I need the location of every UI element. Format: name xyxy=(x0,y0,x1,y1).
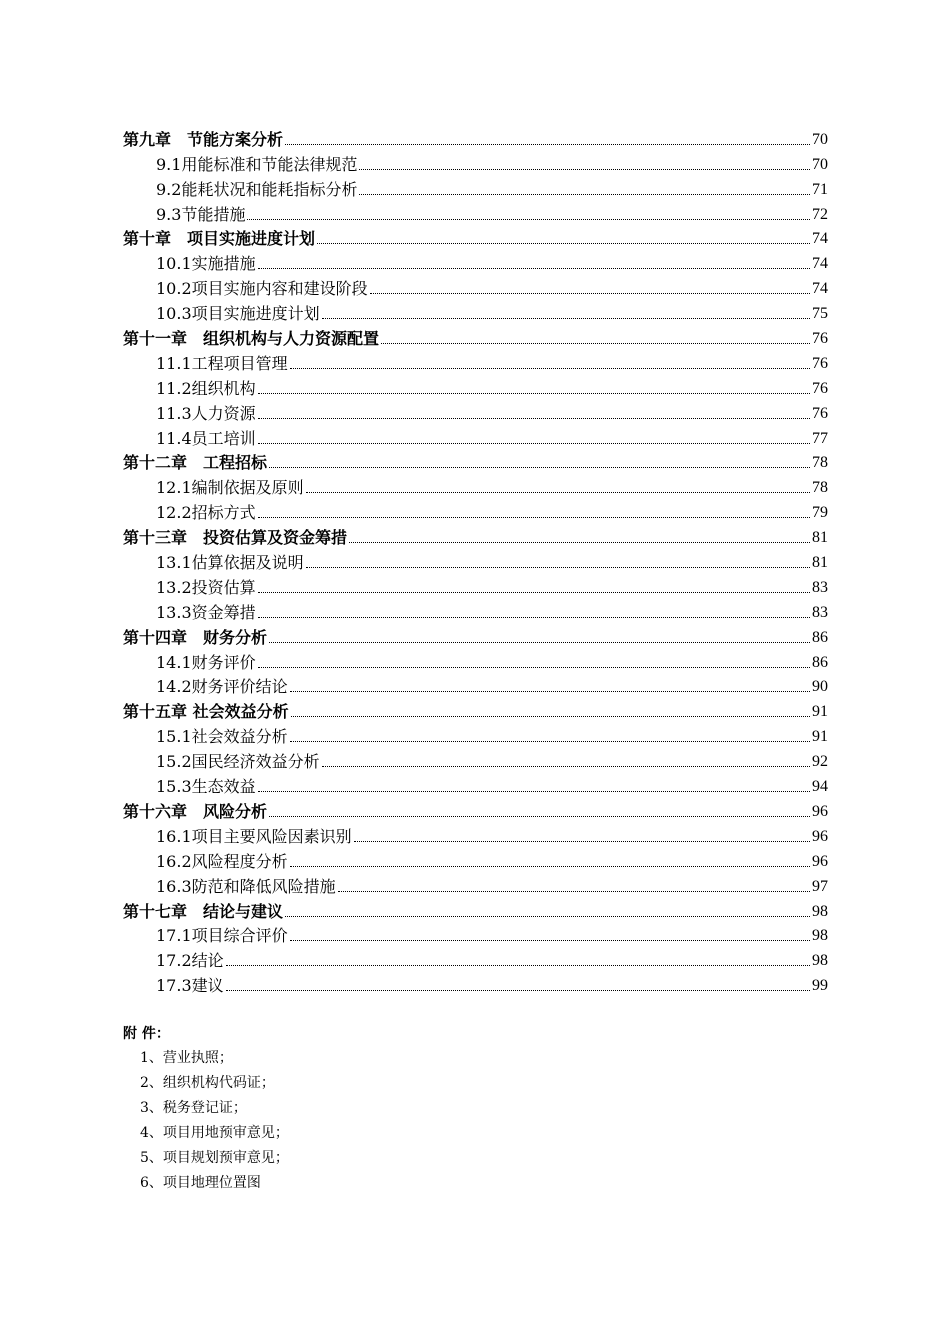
toc-entry-page-number: 86 xyxy=(812,653,828,671)
table-of-contents xyxy=(123,125,828,996)
toc-entry-title: 第十四章 财务分析 xyxy=(123,627,268,647)
dot-leader xyxy=(349,542,810,543)
toc-section-entry[interactable] xyxy=(123,399,828,424)
toc-entry-page-number: 79 xyxy=(812,504,828,522)
toc-entry-title: 9.3节能措施 xyxy=(156,204,246,224)
toc-section-entry[interactable] xyxy=(123,847,828,872)
toc-entry-title: 15.1社会效益分析 xyxy=(156,727,288,747)
toc-entry-title: 13.2投资估算 xyxy=(156,577,256,597)
toc-entry-title: 15.2国民经济效益分析 xyxy=(156,752,320,772)
dot-leader xyxy=(290,368,810,369)
toc-entry-page-number: 83 xyxy=(812,603,828,621)
toc-entry-page-number: 78 xyxy=(812,479,828,497)
dot-leader xyxy=(338,891,810,892)
dot-leader xyxy=(226,990,810,991)
dot-leader xyxy=(291,716,810,717)
toc-section-entry[interactable] xyxy=(123,722,828,747)
dot-leader xyxy=(381,343,810,344)
toc-chapter-entry[interactable] xyxy=(123,125,828,150)
toc-entry-page-number: 98 xyxy=(812,902,828,920)
toc-section-entry[interactable] xyxy=(123,374,828,399)
toc-section-entry[interactable] xyxy=(123,150,828,175)
toc-section-entry[interactable] xyxy=(123,424,828,449)
toc-chapter-entry[interactable] xyxy=(123,623,828,648)
toc-entry-page-number: 81 xyxy=(812,529,828,547)
dot-leader xyxy=(285,916,810,917)
dot-leader xyxy=(269,816,810,817)
dot-leader xyxy=(285,144,810,145)
toc-entry-page-number: 72 xyxy=(812,205,828,223)
toc-chapter-entry[interactable] xyxy=(123,897,828,922)
toc-entry-page-number: 71 xyxy=(812,180,828,198)
dot-leader xyxy=(322,318,810,319)
attachments-heading: 附 件： xyxy=(123,1026,170,1042)
toc-entry-page-number: 77 xyxy=(812,429,828,447)
toc-chapter-entry[interactable] xyxy=(123,324,828,349)
toc-entry-page-number: 74 xyxy=(812,255,828,273)
toc-entry-page-number: 74 xyxy=(812,280,828,298)
toc-chapter-entry[interactable] xyxy=(123,523,828,548)
toc-section-entry[interactable] xyxy=(123,747,828,772)
dot-leader xyxy=(359,194,810,195)
dot-leader xyxy=(306,567,810,568)
dot-leader xyxy=(226,965,810,966)
toc-entry-page-number: 91 xyxy=(812,728,828,746)
toc-entry-title: 15.3生态效益 xyxy=(156,777,256,797)
dot-leader xyxy=(258,268,810,269)
toc-entry-title: 17.2结论 xyxy=(156,951,224,971)
toc-entry-title: 11.3人力资源 xyxy=(156,403,256,423)
dot-leader xyxy=(258,393,810,394)
dot-leader xyxy=(290,691,810,692)
toc-entry-page-number: 98 xyxy=(812,952,828,970)
toc-section-entry[interactable] xyxy=(123,473,828,498)
toc-section-entry[interactable] xyxy=(123,548,828,573)
attachment-item: 5、项目规划预审意见； xyxy=(140,1150,289,1166)
toc-section-entry[interactable] xyxy=(123,648,828,673)
toc-entry-title: 9.2能耗状况和能耗指标分析 xyxy=(156,179,358,199)
attachment-item: 3、税务登记证； xyxy=(140,1100,247,1116)
toc-section-entry[interactable] xyxy=(123,922,828,947)
toc-entry-page-number: 76 xyxy=(812,354,828,372)
toc-entry-title: 11.1工程项目管理 xyxy=(156,353,288,373)
toc-chapter-entry[interactable] xyxy=(123,697,828,722)
toc-entry-title: 第十六章 风险分析 xyxy=(123,801,268,821)
toc-section-entry[interactable] xyxy=(123,349,828,374)
dot-leader xyxy=(290,940,810,941)
toc-entry-title: 第九章 节能方案分析 xyxy=(123,129,284,149)
toc-section-entry[interactable] xyxy=(123,598,828,623)
toc-entry-title: 13.1估算依据及说明 xyxy=(156,553,304,573)
toc-section-entry[interactable] xyxy=(123,249,828,274)
toc-entry-title: 9.1用能标准和节能法律规范 xyxy=(156,154,358,174)
dot-leader xyxy=(258,667,810,668)
dot-leader xyxy=(258,617,810,618)
toc-entry-title: 14.2财务评价结论 xyxy=(156,677,288,697)
toc-section-entry[interactable] xyxy=(123,673,828,698)
toc-entry-title: 第十章 项目实施进度计划 xyxy=(123,229,316,249)
toc-entry-title: 第十三章 投资估算及资金筹措 xyxy=(123,528,348,548)
toc-section-entry[interactable] xyxy=(123,872,828,897)
toc-entry-title: 17.1项目综合评价 xyxy=(156,926,288,946)
dot-leader xyxy=(354,841,810,842)
toc-section-entry[interactable] xyxy=(123,299,828,324)
attachment-item: 2、组织机构代码证； xyxy=(140,1075,275,1091)
toc-entry-page-number: 81 xyxy=(812,554,828,572)
dot-leader xyxy=(290,866,810,867)
dot-leader xyxy=(258,791,810,792)
attachment-item: 1、营业执照； xyxy=(140,1050,233,1066)
toc-section-entry[interactable] xyxy=(123,946,828,971)
toc-entry-page-number: 99 xyxy=(812,977,828,995)
toc-entry-page-number: 91 xyxy=(812,703,828,721)
toc-entry-page-number: 76 xyxy=(812,379,828,397)
toc-entry-page-number: 96 xyxy=(812,802,828,820)
toc-section-entry[interactable] xyxy=(123,573,828,598)
toc-chapter-entry[interactable] xyxy=(123,225,828,250)
toc-entry-page-number: 86 xyxy=(812,628,828,646)
dot-leader xyxy=(306,492,810,493)
dot-leader xyxy=(322,766,810,767)
toc-entry-page-number: 74 xyxy=(812,230,828,248)
toc-entry-page-number: 83 xyxy=(812,578,828,596)
attachments-section xyxy=(123,1022,289,1196)
toc-entry-page-number: 92 xyxy=(812,753,828,771)
dot-leader xyxy=(247,219,810,220)
toc-section-entry[interactable] xyxy=(123,200,828,225)
dot-leader xyxy=(370,293,810,294)
toc-entry-page-number: 70 xyxy=(812,130,828,148)
toc-section-entry[interactable] xyxy=(123,274,828,299)
toc-chapter-entry[interactable] xyxy=(123,797,828,822)
dot-leader xyxy=(290,741,810,742)
toc-entry-page-number: 70 xyxy=(812,155,828,173)
toc-entry-title: 12.2招标方式 xyxy=(156,503,256,523)
toc-entry-title: 13.3资金筹措 xyxy=(156,602,256,622)
toc-entry-title: 11.4员工培训 xyxy=(156,428,256,448)
attachment-item: 6、项目地理位置图 xyxy=(140,1175,261,1191)
toc-entry-page-number: 78 xyxy=(812,454,828,472)
dot-leader xyxy=(359,169,810,170)
toc-section-entry[interactable] xyxy=(123,772,828,797)
toc-entry-title: 12.1编制依据及原则 xyxy=(156,478,304,498)
toc-entry-page-number: 76 xyxy=(812,404,828,422)
dot-leader xyxy=(258,517,810,518)
toc-entry-title: 第十二章 工程招标 xyxy=(123,453,268,473)
toc-entry-page-number: 98 xyxy=(812,927,828,945)
dot-leader xyxy=(269,642,810,643)
toc-entry-title: 第十五章 社会效益分析 xyxy=(123,702,289,722)
toc-section-entry[interactable] xyxy=(123,498,828,523)
attachment-item: 4、项目用地预审意见； xyxy=(140,1125,289,1141)
toc-section-entry[interactable] xyxy=(123,822,828,847)
toc-entry-title: 16.1项目主要风险因素识别 xyxy=(156,826,352,846)
toc-entry-page-number: 75 xyxy=(812,305,828,323)
toc-entry-title: 16.2风险程度分析 xyxy=(156,851,288,871)
toc-entry-page-number: 96 xyxy=(812,852,828,870)
toc-chapter-entry[interactable] xyxy=(123,449,828,474)
toc-entry-title: 第十七章 结论与建议 xyxy=(123,901,284,921)
toc-entry-title: 10.2项目实施内容和建设阶段 xyxy=(156,279,368,299)
toc-entry-page-number: 90 xyxy=(812,678,828,696)
dot-leader xyxy=(258,443,810,444)
toc-section-entry[interactable] xyxy=(123,175,828,200)
toc-entry-title: 10.3项目实施进度计划 xyxy=(156,304,320,324)
dot-leader xyxy=(269,467,810,468)
toc-entry-page-number: 97 xyxy=(812,877,828,895)
toc-entry-page-number: 94 xyxy=(812,778,828,796)
toc-section-entry[interactable] xyxy=(123,971,828,996)
toc-entry-title: 14.1财务评价 xyxy=(156,652,256,672)
toc-entry-title: 17.3建议 xyxy=(156,976,224,996)
toc-entry-page-number: 76 xyxy=(812,330,828,348)
toc-entry-page-number: 96 xyxy=(812,827,828,845)
toc-entry-title: 16.3防范和降低风险措施 xyxy=(156,876,336,896)
toc-entry-title: 11.2组织机构 xyxy=(156,378,256,398)
toc-entry-title: 第十一章 组织机构与人力资源配置 xyxy=(123,329,380,349)
dot-leader xyxy=(258,418,810,419)
toc-entry-title: 10.1实施措施 xyxy=(156,254,256,274)
dot-leader xyxy=(258,592,810,593)
dot-leader xyxy=(317,243,810,244)
